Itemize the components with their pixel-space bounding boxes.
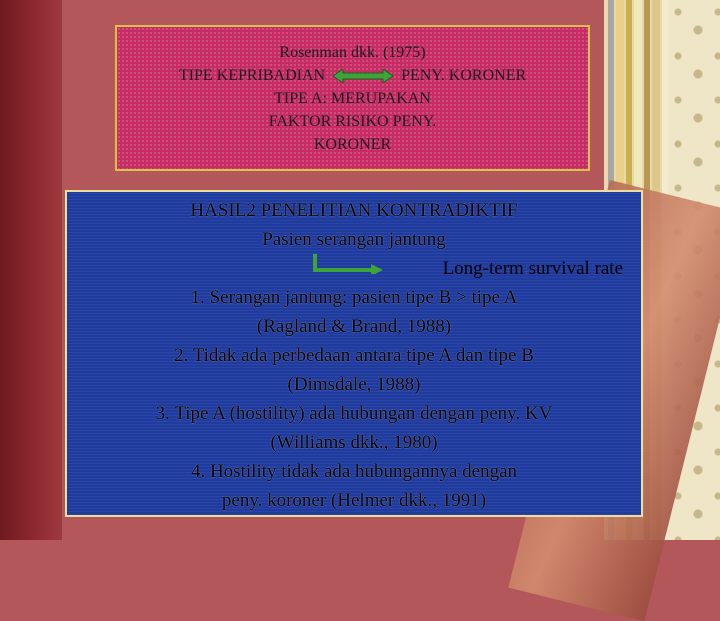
finding-3-text: 3. Tipe A (hostility) ada hubungan dengan peny. KV [155,403,553,424]
finding-1-text: 1. Serangan jantung: pasien tipe B > tipe A [190,287,518,308]
finding-4-citation: peny. koroner (Helmer dkk., 1991) [221,490,487,511]
double-arrow-icon [333,69,393,83]
left-decorative-band [0,0,62,540]
relation-line [117,64,588,87]
finding-1-citation: (Ragland & Brand, 1988) [256,316,452,337]
statement-line-3: KORONER [313,136,392,153]
summary-box [115,25,590,171]
statement-line-1: TIPE A: MERUPAKAN [274,90,431,107]
citation-text: Rosenman dkk. (1975) [279,44,426,61]
finding-2-text: 2. Tidak ada perbedaan antara tipe A dan tipe B [174,345,534,366]
elbow-arrow-icon [313,254,383,274]
finding-2-citation: (Dimsdale, 1988) [287,374,421,395]
findings-box [65,190,643,517]
outcome-line [67,254,641,283]
relation-right-text: PENY. KORONER [401,67,527,84]
statement-line-2: FAKTOR RISIKO PENY. [268,113,437,130]
patient-subject-text: Pasien serangan jantung [262,229,446,250]
outcome-text: Long-term survival rate [442,258,623,279]
findings-heading: HASIL2 PENELITIAN KONTRADIKTIF [190,200,518,221]
relation-left-text: TIPE KEPRIBADIAN [178,67,326,84]
finding-4-text: 4. Hostility tidak ada hubungannya dengan [190,461,518,482]
finding-3-citation: (Williams dkk., 1980) [270,432,438,453]
